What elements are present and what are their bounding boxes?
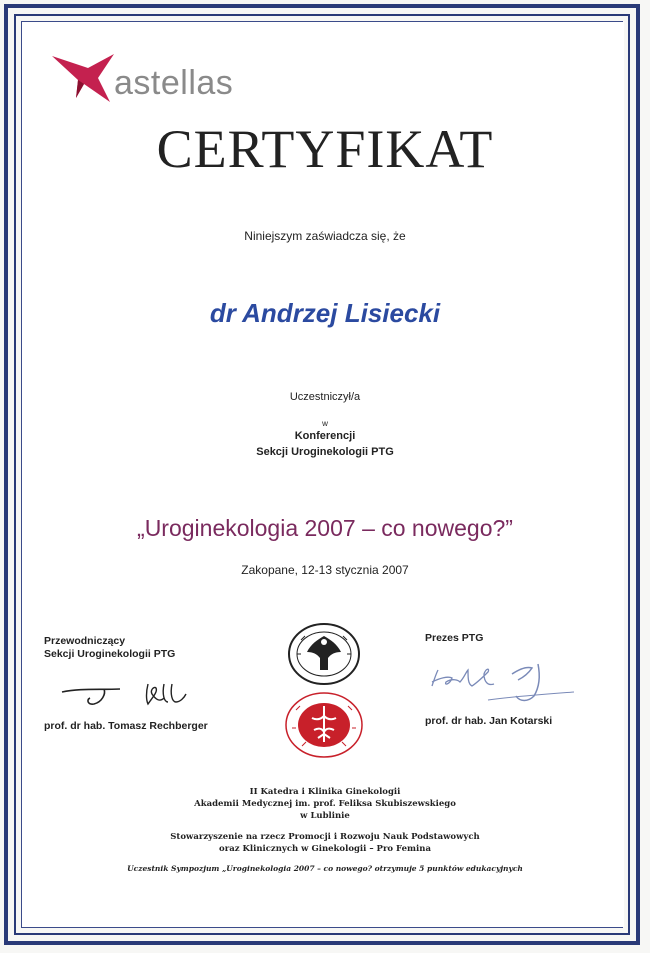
preposition-text: w: [322, 419, 328, 428]
recipient-name: dr Andrzej Lisiecki: [209, 298, 441, 328]
academy-seal: [287, 622, 361, 686]
astellas-logo: [48, 50, 258, 110]
logo-text: astellas: [114, 64, 234, 102]
right-signature: [428, 656, 578, 706]
left-signature: [60, 680, 200, 710]
participated-text: Uczestniczył/a: [289, 391, 361, 403]
left-role-line1: Przewodniczący: [44, 635, 126, 647]
intro-text: Niniejszym zaświadcza się, że: [244, 229, 406, 243]
left-role-line2: Sekcji Uroginekologii PTG: [44, 648, 176, 660]
conference-line2: Sekcji Uroginekologii PTG: [256, 446, 394, 458]
footer-line3: w Lublinie: [300, 811, 350, 821]
certificate-title: CERTYFIKAT: [156, 119, 494, 179]
star-icon: [48, 50, 118, 110]
ptg-seal: [282, 690, 366, 760]
footer-line2: Akademii Medycznej im. prof. Feliksa Skubiszewskiego: [194, 799, 456, 809]
footer-line5: oraz Klinicznych w Ginekologii – Pro Femina: [219, 844, 431, 854]
right-signatory-role: Prezes PTG: [425, 632, 484, 644]
place-date: Zakopane, 12-13 stycznia 2007: [241, 563, 409, 577]
footer-line1: II Katedra i Klinika Ginekologii: [249, 787, 401, 797]
right-signatory-name: prof. dr hab. Jan Kotarski: [425, 715, 553, 727]
conference-title: „Uroginekologia 2007 – co nowego?”: [137, 515, 513, 541]
left-signatory-name: prof. dr hab. Tomasz Rechberger: [44, 720, 208, 732]
conference-line1: Konferencji: [294, 430, 356, 442]
left-signatory-role: [44, 635, 175, 661]
footer-line6: Uczestnik Sympozjum „Uroginekologia 2007 – co nowego? otrzymuje 5 punktów edukacyjnych: [127, 864, 523, 873]
footer-line4: Stowarzyszenie na rzecz Promocji i Rozwoju Nauk Podstawowych: [170, 832, 480, 842]
